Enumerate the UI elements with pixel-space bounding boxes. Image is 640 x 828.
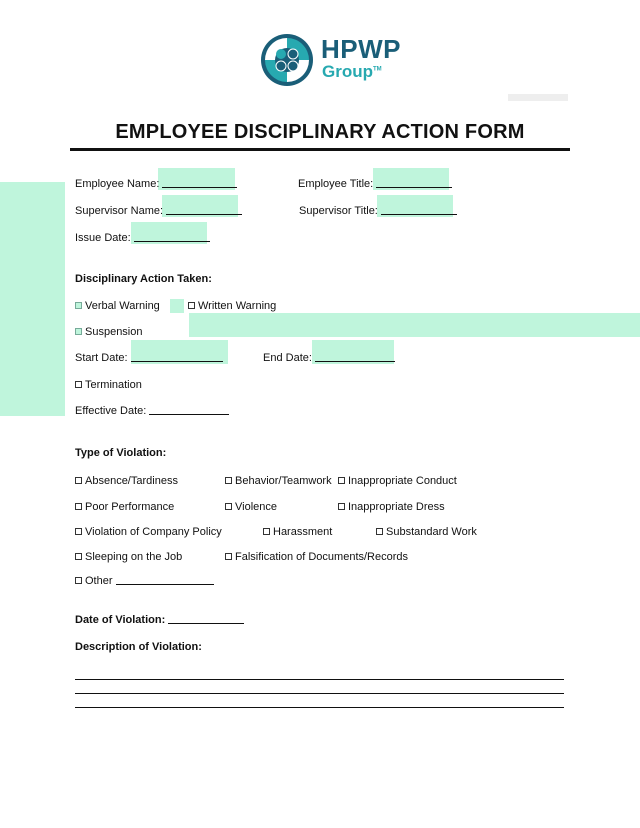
start-date-field bbox=[75, 351, 223, 365]
employee-title-line[interactable] bbox=[376, 177, 452, 188]
substandard-label: Substandard Work bbox=[386, 526, 477, 538]
employee-name-field bbox=[75, 177, 237, 191]
supervisor-title-line[interactable] bbox=[381, 204, 457, 215]
violence-label: Violence bbox=[235, 501, 277, 513]
suspension-highlight[interactable] bbox=[189, 313, 640, 337]
termination-option[interactable] bbox=[75, 378, 142, 392]
logo-mark-icon bbox=[259, 32, 315, 88]
issue-date-line[interactable] bbox=[134, 231, 210, 242]
substandard-checkbox[interactable] bbox=[376, 528, 383, 535]
verbal-warning-label: Verbal Warning bbox=[85, 300, 160, 312]
other-checkbox[interactable] bbox=[75, 577, 82, 584]
employee-name-label: Employee Name: bbox=[75, 178, 160, 190]
supervisor-name-label: Supervisor Name: bbox=[75, 205, 164, 217]
title-divider bbox=[70, 148, 570, 151]
faint-mark bbox=[508, 94, 568, 101]
absence-label: Absence/Tardiness bbox=[85, 475, 178, 487]
left-highlight-strip bbox=[0, 182, 65, 416]
supervisor-title-field bbox=[299, 204, 457, 218]
verbal-warning-option[interactable] bbox=[75, 299, 160, 313]
behavior-label: Behavior/Teamwork bbox=[235, 475, 332, 487]
harassment-label: Harassment bbox=[273, 526, 333, 538]
other-line[interactable] bbox=[116, 574, 214, 585]
falsification-checkbox[interactable] bbox=[225, 553, 232, 560]
sleeping-checkbox[interactable] bbox=[75, 553, 82, 560]
harassment-checkbox[interactable] bbox=[263, 528, 270, 535]
issue-date-label: Issue Date: bbox=[75, 232, 131, 244]
poor-performance-option[interactable] bbox=[75, 500, 174, 514]
falsification-option[interactable] bbox=[225, 550, 408, 564]
violence-option[interactable] bbox=[225, 500, 277, 514]
substandard-option[interactable] bbox=[376, 525, 477, 539]
policy-option[interactable] bbox=[75, 525, 222, 539]
absence-checkbox[interactable] bbox=[75, 477, 82, 484]
termination-checkbox[interactable] bbox=[75, 381, 82, 388]
hpwp-logo bbox=[259, 32, 409, 88]
action-heading: Disciplinary Action Taken: bbox=[75, 273, 212, 285]
employee-title-field bbox=[298, 177, 452, 191]
violence-checkbox[interactable] bbox=[225, 503, 232, 510]
inappropriate-dress-checkbox[interactable] bbox=[338, 503, 345, 510]
supervisor-name-field bbox=[75, 204, 242, 218]
logo-sub: Group™ bbox=[322, 62, 382, 81]
policy-label: Violation of Company Policy bbox=[85, 526, 222, 538]
written-warning-label: Written Warning bbox=[198, 300, 277, 312]
suspension-label: Suspension bbox=[85, 326, 143, 338]
other-label: Other bbox=[85, 575, 113, 587]
end-date-line[interactable] bbox=[315, 351, 395, 362]
inappropriate-conduct-option[interactable] bbox=[338, 474, 457, 488]
termination-label: Termination bbox=[85, 379, 142, 391]
date-of-violation-line[interactable] bbox=[168, 613, 244, 624]
effective-date-line[interactable] bbox=[149, 404, 229, 415]
suspension-checkbox[interactable] bbox=[75, 328, 82, 335]
start-date-label: Start Date: bbox=[75, 352, 128, 364]
violation-heading: Type of Violation: bbox=[75, 447, 167, 459]
date-of-violation-label: Date of Violation: bbox=[75, 614, 166, 626]
form-title: EMPLOYEE DISCIPLINARY ACTION FORM bbox=[115, 121, 525, 143]
written-warning-checkbox[interactable] bbox=[188, 302, 195, 309]
end-date-label: End Date: bbox=[263, 352, 312, 364]
effective-date-field bbox=[75, 404, 229, 418]
logo-name: HPWP bbox=[321, 34, 401, 64]
behavior-checkbox[interactable] bbox=[225, 477, 232, 484]
inappropriate-conduct-checkbox[interactable] bbox=[338, 477, 345, 484]
policy-checkbox[interactable] bbox=[75, 528, 82, 535]
date-of-violation-field bbox=[75, 613, 244, 627]
falsification-label: Falsification of Documents/Records bbox=[235, 551, 409, 563]
supervisor-name-line[interactable] bbox=[166, 204, 242, 215]
other-option[interactable] bbox=[75, 574, 214, 588]
issue-date-field bbox=[75, 231, 210, 245]
poor-performance-checkbox[interactable] bbox=[75, 503, 82, 510]
sleeping-label: Sleeping on the Job bbox=[85, 551, 183, 563]
sleeping-option[interactable] bbox=[75, 550, 182, 564]
suspension-option[interactable] bbox=[75, 325, 143, 339]
absence-option[interactable] bbox=[75, 474, 178, 488]
start-date-line[interactable] bbox=[131, 351, 223, 362]
description-label: Description of Violation: bbox=[75, 641, 202, 653]
inappropriate-dress-option[interactable] bbox=[338, 500, 445, 514]
verbal-warning-checkbox[interactable] bbox=[75, 302, 82, 309]
description-line[interactable] bbox=[75, 707, 564, 708]
poor-performance-label: Poor Performance bbox=[85, 501, 175, 513]
employee-name-line[interactable] bbox=[162, 177, 237, 188]
effective-date-label: Effective Date: bbox=[75, 405, 147, 417]
written-warning-highlight[interactable] bbox=[170, 299, 184, 313]
behavior-option[interactable] bbox=[225, 474, 332, 488]
written-warning-option[interactable] bbox=[188, 299, 276, 313]
employee-title-label: Employee Title: bbox=[298, 178, 374, 190]
inappropriate-conduct-label: Inappropriate Conduct bbox=[348, 475, 457, 487]
description-line[interactable] bbox=[75, 679, 564, 680]
inappropriate-dress-label: Inappropriate Dress bbox=[348, 501, 445, 513]
harassment-option[interactable] bbox=[263, 525, 332, 539]
supervisor-title-label: Supervisor Title: bbox=[299, 205, 378, 217]
end-date-field bbox=[263, 351, 395, 365]
description-line[interactable] bbox=[75, 693, 564, 694]
